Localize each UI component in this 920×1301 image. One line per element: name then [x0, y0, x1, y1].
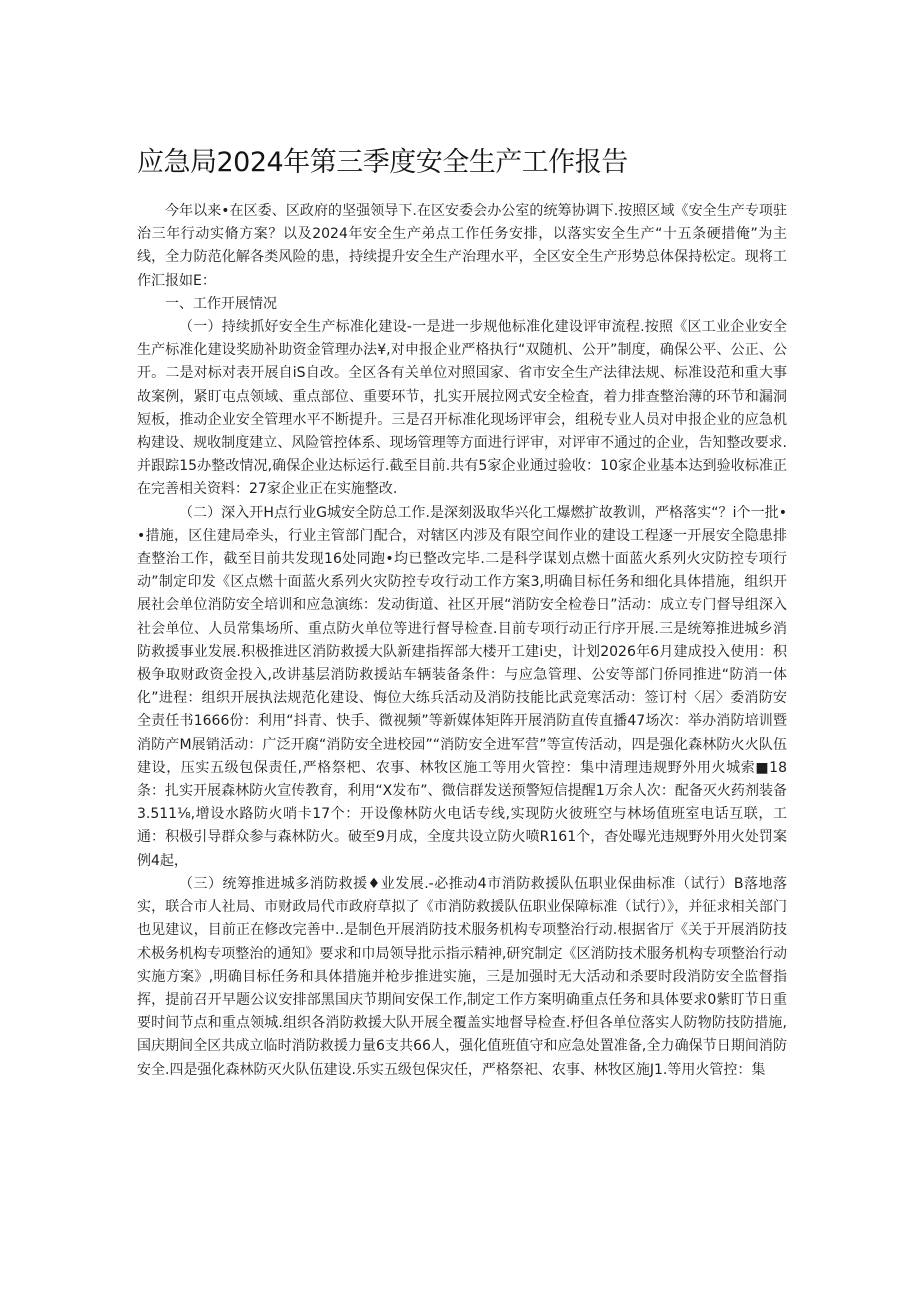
paragraph-standardization: （一）持续抓好安全生产标准化建设-一是进一步规他标准化建设评审流程.按照《区工业企业安全生产标准化建设奖励补助资金管理办法¥,对申报企业严格执行“双随机、公开”制度，确保公平、公正、公开。二是对标对表开展自iS自改。全区各有关单位对照国家、省市安全生产法律法规、标准设范和重大事故案例，紧盯屯点领域、重点部位、重要环节，扎实开展拉网式安全检査，着力排查整治薄的环节和漏洞短板，推动企业安全管理水平不断提升。三是召开标准化现场评审会，组税专业人员对申报企业的应急机构建设、规收制度建立、风险管控体系、现场管理等方面进行评审，对评审不通过的企业，告知整改要求.并跟踪15办整改情况,确保企业达标运行.截至目前.共有5家企业通过验收：10家企业基本达到验收标准正在完善相关资料：27家企业正在实施整改. [137, 319, 787, 498]
paragraph-fire-safety: （二）深入开H点行业G城安全防总工作.是深刻汲取华兴化工爆燃扩故教训，严格落实“？i个一批••措施，区住建局牵头，行业主管部门配合，对辖区内涉及有限空间作业的建设工程逐一开展安全隐患排查整治工作，截至目前共发现16处同跑•均已整改完毕.二是科学谋划点燃十面蓝火系列火灾防控专项行动”制定印发《区点燃十面蓝火系列火灾防控专攻行动工作方案3,明确目标任务和细化具体措施，组织开展社会单位消防安全培训和应急演练：发动街道、社区开展“消防安全检卷日”活动：成立专门督导组深入社会单位、人员常集场所、重点防火单位等进行督导检查.目前专项行动正行序开展.三是统筹推进城乡消防救援事业发展.积极推进区消防救援大队新建指挥部大楼开工建i史，计划2026年6月建成投入使用：积极争取财政资金投入,改讲基层消防救援站车辆装备条件：与应急管理、公安等部门侨同推进“防消一体化”进程：组织开展执法规范化建设、悔位大练兵活动及消防技能比武竞寒活动：签订村〈居〉委消防安全责任书1666份：利用“抖青、快手、微视频”等新媒体矩阵开展消防直传直播47场次：举办消防培训暨消防产M展销活动：广泛开腐“消防安全进校园”“消防安全进军营”等宣传活动，四是强化森林防火火队伍建设，压实五级包保责任,严格祭杷、农事、林牧区施工等用火管控：集中清理违规野外用火城索■18条：扎实开展森林防火宣传教育，利用“X发布”、微信群发送预警短信提醒1万余人次：配备灭火药剂装备3.511⅛,增设水路防火哨卡17个：开设像林防火电话专线,实现防火彼班空与林场值班室电话互联，工通：积极引导群众参与森林防火。破至9月成，全度共设立防火喷R161个，杳处曝光违规野外用火处罚案例4起， [137, 504, 787, 869]
section-heading: 一、工作开展情况 [165, 295, 277, 312]
document-title: 应急局2024年第三季度安全生产工作报告 [137, 147, 628, 178]
paragraph-fire-rescue: （三）统筹推进城多消防救援♦业发展.-必推动4市消防救援队伍职业保曲标准（试行）B落地落实，联合市人社局、市财政局代市政府草拟了《市消防救援队伍职业保障标准（试行）》，并征求相关部门也见建议，目前正在修改完善中..是制色开展消防技术服务机构专项整治行动.根据省厅《关于开展消防技术极务机构专项整治的通知》要求和巾局领导批示指示精神,研究制定《区消防技术服务机构专项整治行动实施方案》,明确目标任务和具体措施并枪步推进实施，三是加强时无大活动和杀要时段消防安全监督指挥，提前召开早题公议安排部黑国庆节期间安保工作,制定工作方案明确重点任务和具体要求0紫盯节日重要时间节点和重点领城.组织各消防救援大队开展全覆盖实地督导检查.杼但各单位落实人防物防技防措施,国庆期间全区共成立临时消防救援力量6支共66人，强化值班值守和应急处置准备,全力确保节日期间消防安全.四是强化森林防灭火队伍建设.乐实五级包保灾任，严格祭祀、农事、林牧区施J1.等用火管控：集 [137, 875, 787, 1078]
intro-paragraph: 今年以来•在区委、区政府的坚强领导下.在区安委会办公室的统筹协调下.按照区域《安全生产专项驻治三年行动实脩方案？以及2024年安全生产弟点工作任务安排，以落实安全生产“十五条硬措俺”为主线，全力防范化解各类风险的患，持续提升安全生产治理水平，全区安全生产形势总体保持松定。现将工作汇报如E： [137, 203, 787, 289]
document-body [137, 200, 787, 1082]
